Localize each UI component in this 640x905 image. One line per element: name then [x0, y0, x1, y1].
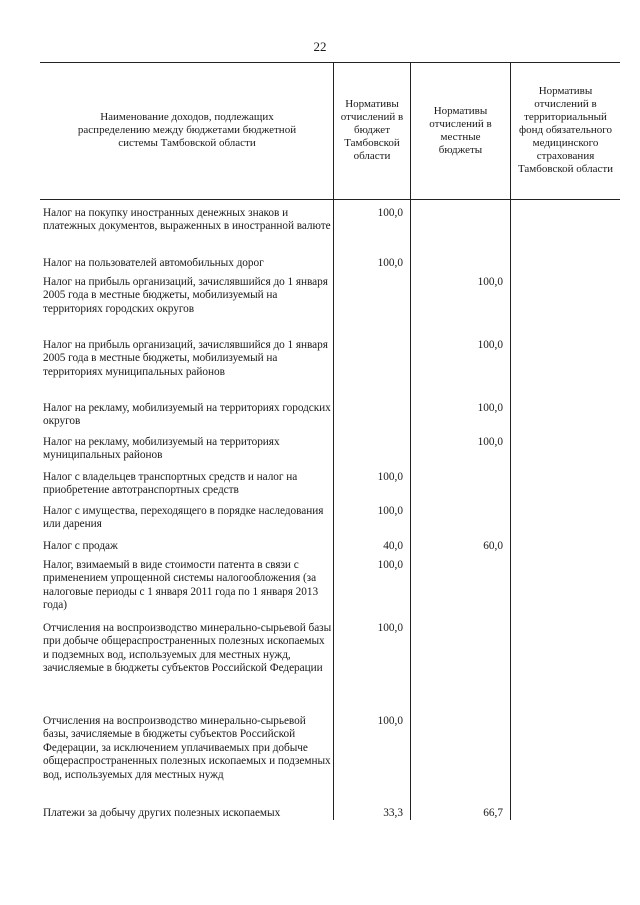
row-name: Налог на прибыль организаций, зачислявшийся до 1 января 2005 года в местные бюджеты, мобилизуемый на территориях муниципальных районов	[43, 339, 328, 378]
header-name	[48, 62, 326, 199]
header-regional-text: Нормативы отчислений в бюджет Тамбовской области	[340, 98, 404, 162]
header-regional	[334, 62, 410, 199]
row-regional-value: 100,0	[377, 505, 403, 517]
row-name: Отчисления на воспроизводство минерально-сырьевой базы при добыче общераспространенных полезных ископаемых и подземных вод, используемых для местных нужд, зачисляемые в бюджеты субъектов Российской Федерации	[43, 622, 332, 675]
row-local-value: 66,7	[483, 807, 503, 819]
row-name: Налог с владельцев транспортных средств и налог на приобретение автотранспортных средств	[43, 471, 298, 497]
header-bottom-border	[40, 199, 620, 200]
row-name: Платежи за добычу других полезных ископаемых	[43, 807, 281, 819]
row-regional-value: 33,3	[383, 807, 403, 819]
row-regional-value: 100,0	[377, 207, 403, 219]
header-name-text: Наименование доходов, подлежащих распределению между бюджетами бюджетной системы Тамбовской области	[77, 111, 297, 149]
row-regional-value: 100,0	[377, 715, 403, 727]
row-regional-value: 100,0	[377, 559, 403, 571]
header-local	[411, 62, 510, 199]
row-name: Отчисления на воспроизводство минерально-сырьевой базы, зачисляемые в бюджеты субъектов Российской Федерации, за исключением уплачиваемых при добыче общераспространенных полезных ископаемых и подземных вод, используемых для местных нужд	[43, 715, 331, 781]
row-name: Налог на рекламу, мобилизуемый на территориях муниципальных районов	[43, 436, 280, 462]
header-fund	[511, 62, 620, 199]
row-name: Налог с продаж	[43, 540, 118, 552]
row-regional-value: 40,0	[383, 540, 403, 552]
header-fund-text: Нормативы отчислений в территориальный фонд обязательного медицинского страхования Тамбовской области	[517, 85, 614, 175]
page-number: 22	[313, 39, 327, 54]
row-name: Налог на пользователей автомобильных дорог	[43, 257, 264, 269]
header-local-text: Нормативы отчислений в местные бюджеты	[429, 104, 492, 156]
row-name: Налог на покупку иностранных денежных знаков и платежных документов, выраженных в иностранной валюте	[43, 207, 331, 233]
row-name: Налог на прибыль организаций, зачислявшийся до 1 января 2005 года в местные бюджеты, мобилизуемый на территориях городских округов	[43, 276, 328, 315]
row-name: Налог, взимаемый в виде стоимости патента в связи с применением упрощенной системы налогообложения (за налоговые периоды с 1 января 2011 года по 1 января 2013 года)	[43, 559, 319, 612]
row-name: Налог с имущества, переходящего в порядке наследования или дарения	[43, 505, 324, 531]
row-local-value: 100,0	[477, 402, 503, 414]
row-local-value: 100,0	[477, 276, 503, 288]
row-local-value: 100,0	[477, 339, 503, 351]
row-name: Налог на рекламу, мобилизуемый на территориях городских округов	[43, 402, 331, 428]
row-regional-value: 100,0	[377, 257, 403, 269]
row-local-value: 60,0	[483, 540, 503, 552]
row-regional-value: 100,0	[377, 471, 403, 483]
row-regional-value: 100,0	[377, 622, 403, 634]
row-local-value: 100,0	[477, 436, 503, 448]
